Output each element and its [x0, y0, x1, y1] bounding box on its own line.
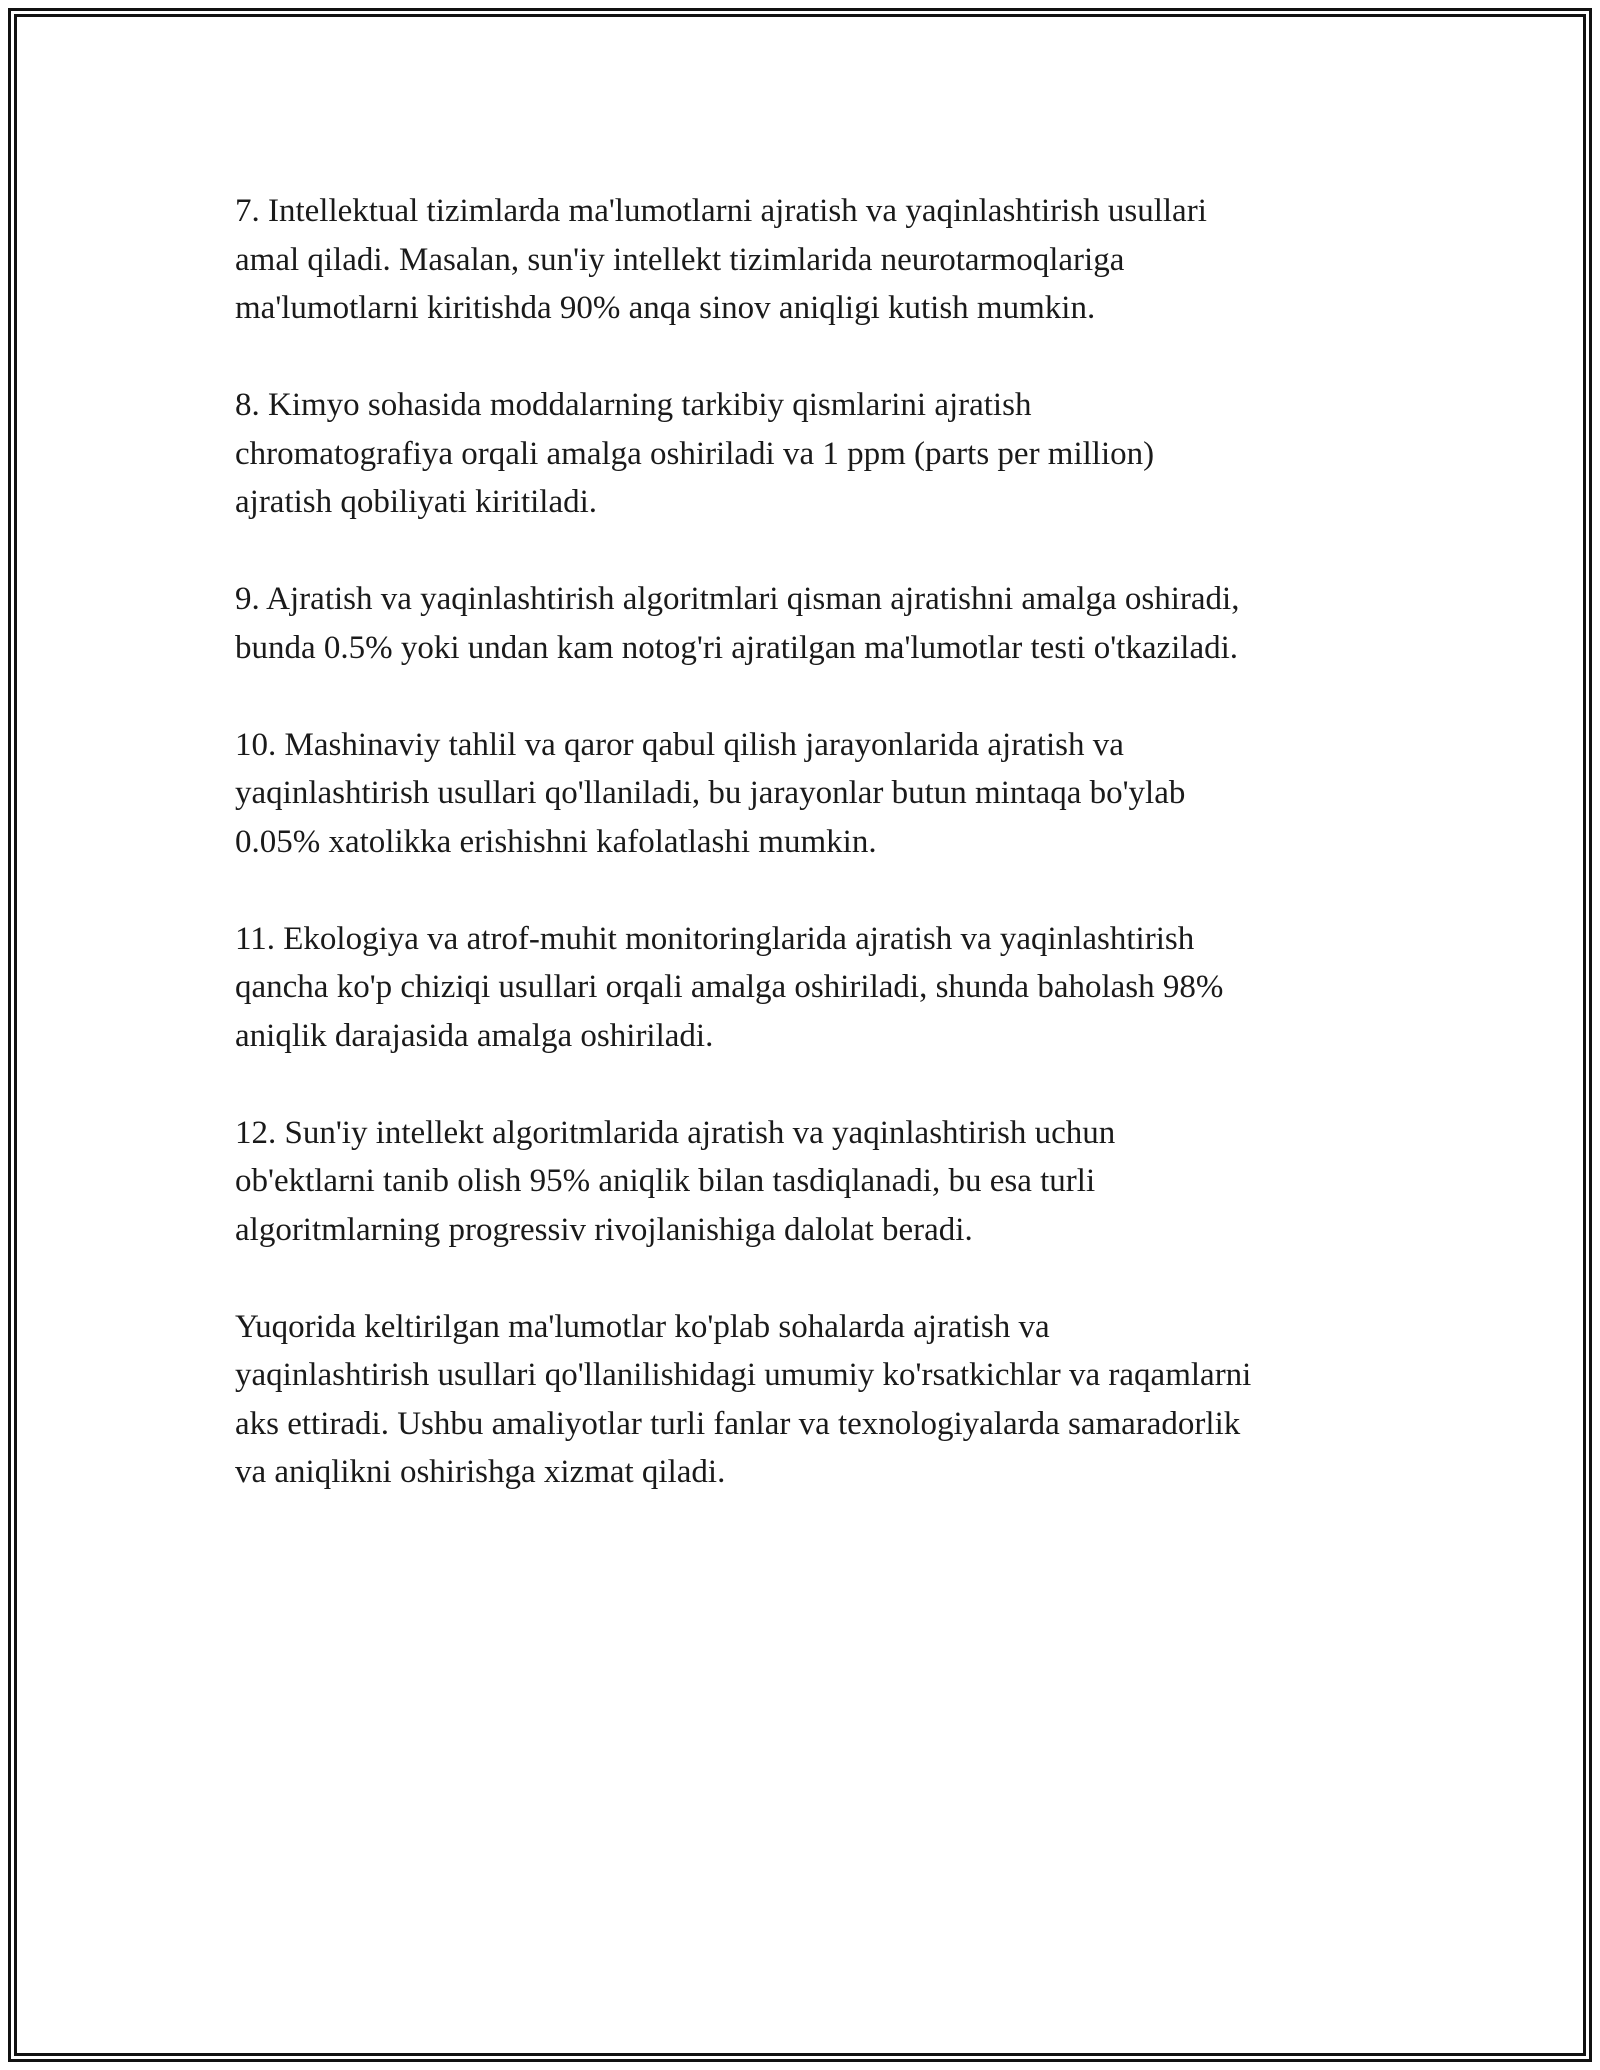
paragraph-item-10	[235, 721, 1385, 867]
text-line: va aniqlikni oshirishga xizmat qiladi.	[235, 1454, 726, 1490]
text-line: yaqinlashtirish usullari qo'llanilishidagi umumiy ko'rsatkichlar va raqamlarni	[235, 1357, 1252, 1393]
text-line: chromatografiya orqali amalga oshiriladi va 1 ppm (parts per million)	[235, 435, 1155, 472]
paragraph-item-11	[235, 915, 1385, 1061]
paragraph-item-7	[235, 187, 1385, 333]
paragraph-item-9	[235, 575, 1385, 672]
text-line: aks ettiradi. Ushbu amaliyotlar turli fanlar va texnologiyalarda samaradorlik	[235, 1405, 1241, 1442]
text-line: aniqlik darajasida amalga oshiriladi.	[235, 1017, 714, 1054]
text-line: Yuqorida keltirilgan ma'lumotlar ko'plab sohalarda ajratish va	[235, 1308, 1050, 1345]
text-line: algoritmlarning progressiv rivojlanishiga dalolat beradi.	[235, 1211, 973, 1248]
text-line: 8. Kimyo sohasida moddalarning tarkibiy qismlarini ajratish	[235, 387, 1032, 423]
text-line: 0.05% xatolikka erishishni kafolatlashi mumkin.	[235, 823, 877, 860]
text-line: 10. Mashinaviy tahlil va qaror qabul qilish jarayonlarida ajratish va	[235, 726, 1124, 763]
document-body	[235, 187, 1385, 1545]
text-line: 7. Intellektual tizimlarda ma'lumotlarni ajratish va yaqinlashtirish usullari	[235, 193, 1207, 229]
text-line: ob'ektlarni tanib olish 95% aniqlik bilan tasdiqlanadi, bu esa turli	[235, 1163, 1096, 1199]
paragraph-item-8	[235, 381, 1385, 527]
text-line: bunda 0.5% yoki undan kam notog'ri ajratilgan ma'lumotlar testi o'tkaziladi.	[235, 629, 1239, 666]
text-line: yaqinlashtirish usullari qo'llaniladi, bu jarayonlar butun mintaqa bo'ylab	[235, 775, 1186, 811]
text-line: 9. Ajratish va yaqinlashtirish algoritmlari qisman ajratishni amalga oshiradi,	[235, 581, 1240, 617]
paragraph-summary	[235, 1303, 1385, 1497]
text-line: ajratish qobiliyati kiritiladi.	[235, 484, 598, 520]
text-line: 11. Ekologiya va atrof-muhit monitoringlarida ajratish va yaqinlashtirish	[235, 920, 1195, 957]
text-line: amal qiladi. Masalan, sun'iy intellekt tizimlarida neurotarmoqlariga	[235, 241, 1125, 278]
text-line: 12. Sun'iy intellekt algoritmlarida ajratish va yaqinlashtirish uchun	[235, 1114, 1116, 1151]
paragraph-item-12	[235, 1109, 1385, 1255]
text-line: ma'lumotlarni kiritishda 90% anqa sinov aniqligi kutish mumkin.	[235, 290, 1096, 326]
text-line: qancha ko'p chiziqi usullari orqali amalga oshiriladi, shunda baholash 98%	[235, 969, 1224, 1005]
